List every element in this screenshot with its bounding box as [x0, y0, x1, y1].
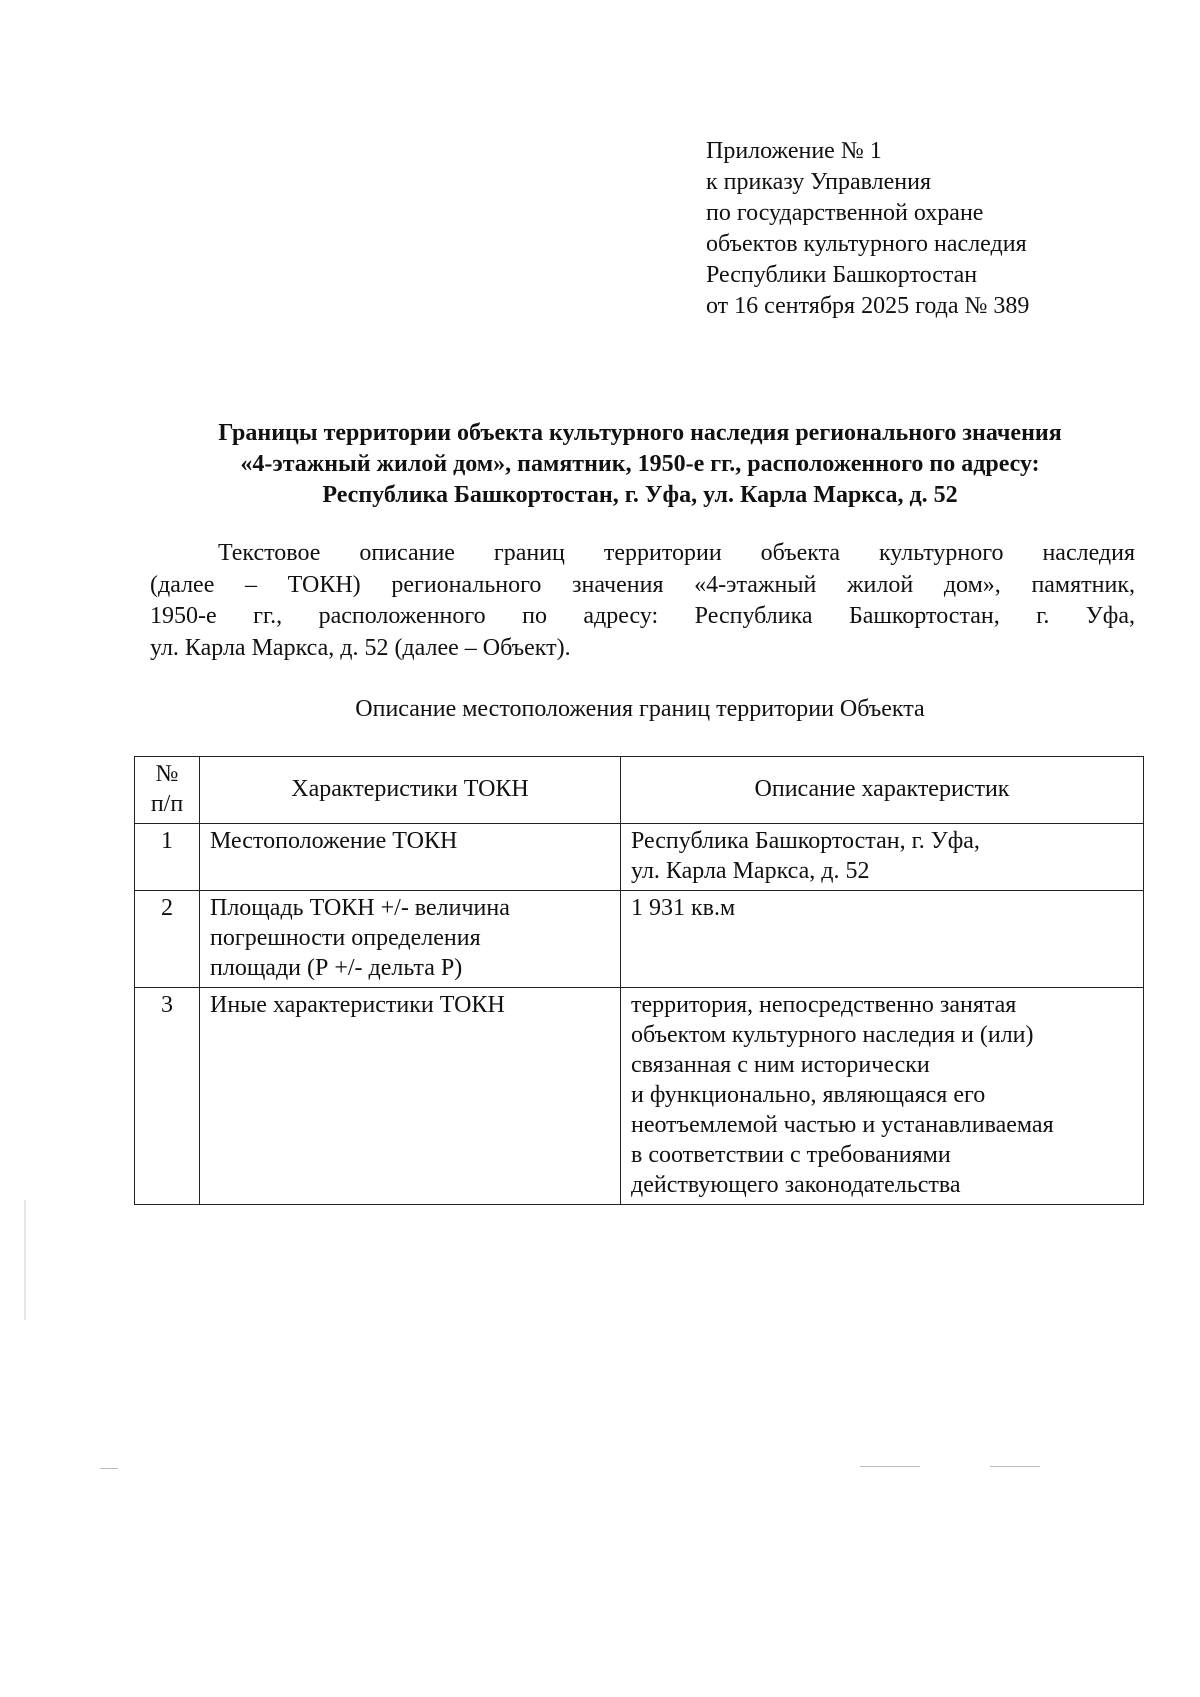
appendix-line: от 16 сентября 2025 года № 389 [706, 293, 1030, 319]
row-characteristic [200, 988, 621, 1205]
row-description [621, 891, 1144, 988]
cell-line: связанная с ним исторически [631, 1052, 930, 1078]
intro-line: Текстовое описание границ территории объекта культурного наследия [218, 540, 1135, 566]
cell-line: неотъемлемой частью и устанавливаемая [631, 1112, 1054, 1138]
title-line: Границы территории объекта культурного наследия регионального значения [218, 420, 1062, 446]
appendix-line: Республики Башкортостан [706, 262, 978, 288]
scan-artifact [860, 1466, 920, 1467]
cell-line: погрешности определения [210, 925, 481, 951]
appendix-line: по государственной охране [706, 200, 984, 226]
intro-line: (далее – ТОКН) регионального значения «4-этажный жилой дом», памятник, [150, 571, 1135, 598]
appendix-line: объектов культурного наследия [706, 231, 1027, 257]
title-line: Республика Башкортостан, г. Уфа, ул. Карла Маркса, д. 52 [322, 482, 958, 508]
table-caption: Описание местоположения границ территории Объекта [355, 696, 925, 722]
characteristics-table [134, 756, 1144, 1205]
scan-artifact [24, 1200, 26, 1320]
row-number: 1 [135, 824, 200, 891]
header-characteristic: Характеристики ТОКН [200, 757, 621, 824]
cell-line: территория, непосредственно занятая [631, 992, 1017, 1018]
appendix-line: Приложение № 1 [706, 138, 882, 164]
cell-line: площади (Р +/- дельта Р) [210, 955, 463, 981]
appendix-note [706, 136, 1029, 322]
scan-artifact [100, 1468, 118, 1469]
scan-artifact [990, 1466, 1040, 1467]
appendix-line: к приказу Управления [706, 169, 932, 195]
header-description: Описание характеристик [621, 757, 1144, 824]
cell-line: объектом культурного наследия и (или) [631, 1022, 1034, 1048]
cell-line: в соответствии с требованиями [631, 1142, 951, 1168]
cell-line: Иные характеристики ТОКН [210, 992, 505, 1018]
cell-line: 1 931 кв.м [631, 895, 736, 921]
intro-line: ул. Карла Маркса, д. 52 (далее – Объект). [150, 634, 571, 661]
header-number-line: п/п [150, 791, 184, 817]
cell-line: действующего законодательства [631, 1172, 961, 1198]
table-row [135, 988, 1144, 1205]
row-description [621, 824, 1144, 891]
document-title [130, 418, 1150, 511]
header-number [135, 757, 200, 824]
table-header-row [135, 757, 1144, 824]
cell-line: Республика Башкортостан, г. Уфа, [631, 828, 980, 854]
cell-line: и функционально, являющаяся его [631, 1082, 986, 1108]
table-row [135, 824, 1144, 891]
intro-line: 1950-е гг., расположенного по адресу: Республика Башкортостан, г. Уфа, [150, 603, 1135, 629]
title-line: «4-этажный жилой дом», памятник, 1950-е гг., расположенного по адресу: [240, 451, 1040, 477]
cell-line: Площадь ТОКН +/- величина [210, 895, 510, 921]
row-characteristic [200, 824, 621, 891]
row-number: 3 [135, 988, 200, 1205]
row-characteristic [200, 891, 621, 988]
row-number: 2 [135, 891, 200, 988]
cell-line: Местоположение ТОКН [210, 828, 458, 854]
cell-line: ул. Карла Маркса, д. 52 [631, 858, 870, 884]
intro-paragraph [150, 538, 1135, 664]
table-row [135, 891, 1144, 988]
row-description [621, 988, 1144, 1205]
header-number-line: № [155, 761, 179, 787]
